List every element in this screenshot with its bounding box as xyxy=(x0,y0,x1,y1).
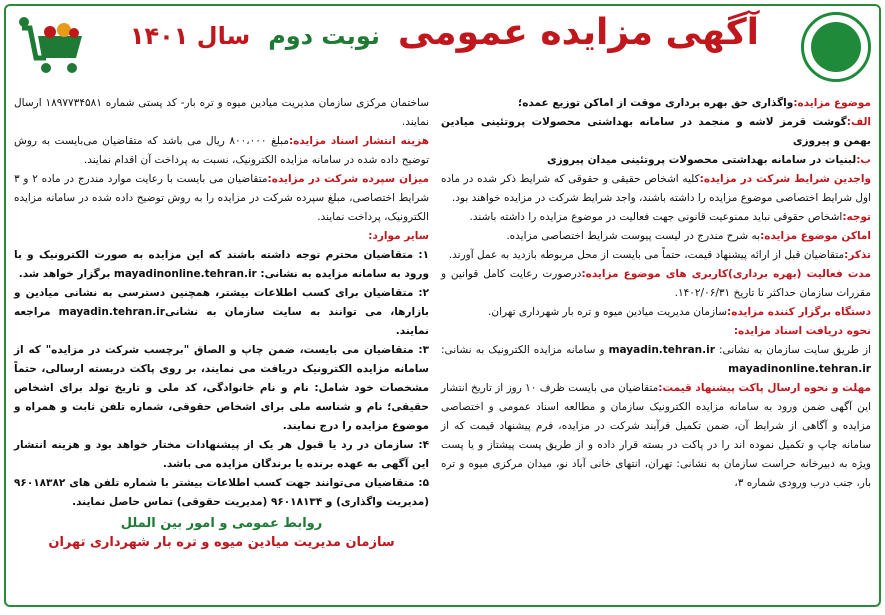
subject-label: موضوع مزایده: xyxy=(793,97,871,109)
receive-text2: و سامانه مزایده الکترونیک به نشانی: xyxy=(441,344,605,356)
subject-text: واگذاری حق بهره برداری موقت از اماکن توزیع عمده؛ xyxy=(518,97,794,109)
fruit-cart-icon xyxy=(16,14,88,78)
right-column xyxy=(441,94,871,599)
note-label: توجه: xyxy=(842,211,871,223)
places-label: اماکن موضوع مزایده: xyxy=(760,230,871,242)
advertisement-page xyxy=(4,4,881,607)
duration-text: درصورت رعایت کامل قوانین و مقررات سازمان حداکثر تا تاریخ ۱۴۰۲/۰۶/۳۱. xyxy=(441,268,871,299)
cost-label: هزینه انتشار اسناد مزایده: xyxy=(288,135,429,147)
deposit-label: میزان سپرده شرکت در مزایده: xyxy=(267,173,429,185)
footer-org: سازمان مدیریت میادین میوه و تره بار شهرداری تهران xyxy=(48,535,395,550)
site-link-2[interactable]: mayadinonline.tehran.ir xyxy=(728,363,871,375)
list-item: ۲: متقاضیان برای کسب اطلاعات بیشتر، همچنین دسترسی به نشانی میادین و بازارها، می توانند به سایت سازمان به نشانیmayadin.tehran.ir مراجعه نمایند. xyxy=(14,287,429,337)
other-label: سایر موارد: xyxy=(368,230,429,242)
places-text: به شرح مندرج در لیست پیوست شرایط اختصاصی مزایده. xyxy=(506,230,761,242)
receive-label: نحوه دریافت اسناد مزایده: xyxy=(733,325,871,337)
title-year: سال ۱۴۰۱ xyxy=(129,22,251,50)
continued-text: ساختمان مرکزی سازمان مدیریت میادین میوه و تره بار- کد پستی شماره ۱۸۹۷۷۳۴۵۸۱ ارسال نمایند. xyxy=(14,97,429,128)
title-main: آگهی مزایده عمومی xyxy=(397,12,759,53)
alef-label: الف: xyxy=(846,116,871,128)
org-text: سازمان مدیریت میادین میوه و تره بار شهرداری تهران. xyxy=(488,306,728,318)
deposit-text: متقاضیان می بایست با رعایت موارد مندرج در ماده ۲ و ۳ شرایط اختصاصی، مبلغ سپرده شرکت در مزایده را به روش توضیح داده شده در سامانه مزایده الکترونیک، پرداخت نمایند. xyxy=(14,173,429,223)
receive-text1: از طریق سایت سازمان به نشانی: xyxy=(718,344,871,356)
footer-pr: روابط عمومی و امور بین الملل xyxy=(120,516,323,531)
eligible-label: واجدین شرایط شرکت در مزایده: xyxy=(699,173,871,185)
list-item: ۴: سازمان در رد یا قبول هر یک از پیشنهادات مختار خواهد بود و هزینه انتشار این آگهی به عهده برنده یا برندگان مزایده می باشد. xyxy=(14,439,429,470)
left-column xyxy=(14,94,429,599)
be-text: لبنیات در سامانه بهداشتی محصولات پروتئینی میدان پیروزی xyxy=(546,154,857,166)
alef-text: گوشت قرمز لاشه و منجمد در سامانه بهداشتی محصولات پروتئینی میادین بهمن و پیروزی xyxy=(441,116,871,147)
tehran-municipality-logo-icon xyxy=(801,12,871,82)
duration-label: مدت فعالیت (بهره برداری)کاربری های موضوع مزایده: xyxy=(581,268,871,280)
deadline-label: مهلت و نحوه ارسال پاکت پیشنهاد قیمت: xyxy=(658,382,872,394)
remind-text: متقاضیان قبل از ارائه پیشنهاد قیمت، حتماً می بایست از محل مربوطه بازدید به عمل آورند. xyxy=(448,249,845,261)
org-label: دستگاه برگزار کننده مزایده: xyxy=(727,306,871,318)
list-item: ۵: متقاضیان می‌توانند جهت کسب اطلاعات بیشتر با شماره تلفن های ۹۶۰۱۸۳۸۲ (مدیریت واگذاری) و ۹۶۰۱۸۱۳۴ (مدیریت حقوقی) تماس حاصل نمایند. xyxy=(14,477,429,508)
eligible-text: کلیه اشخاص حقیقی و حقوقی که شرایط ذکر شده در ماده اول شرایط اختصاصی موضوع مزایده را داشته باشند، واجد شرایط شرکت در مزایده خواهند بود. xyxy=(441,173,871,204)
cost-text: مبلغ ۸۰۰،۰۰۰ ریال می باشد که متقاضیان می‌بایست به روش توضیح داده شده در سامانه مزایده الکترونیک، نسبت به پرداخت آن اقدام نمایند. xyxy=(14,135,429,166)
header xyxy=(6,6,879,84)
page-title xyxy=(130,12,759,53)
list-item: ۱: متقاضیان محترم توجه داشته باشند که این مزایده به صورت الکترونیک و با ورود به سامانه مزایده به نشانی: mayadinonline.tehran.ir برگزار خواهد شد. xyxy=(14,249,429,280)
note-text: اشخاص حقوقی نباید ممنوعیت قانونی جهت فعالیت در موضوع مزایده را داشته باشند. xyxy=(469,211,843,223)
remind-label: تذکر: xyxy=(844,249,871,261)
deadline-text: متقاضیان می بایست ظرف ۱۰ روز از تاریخ انتشار این آگهی ضمن ورود به سامانه مزایده الکترونیک سازمان و مطالعه اسناد عمومی و اختصاصی مزایده و آگاهی از شرایط آن، ضمن تکمیل فرآیند شرکت در مزایده، فرم پیشنهاد قیمت که از سامانه چاپ و تکمیل نموده اند را در پاکت در بسته قرار داده و از طریق پست پیشتاز و یا پست ویژه به دبیرخانه حراست سازمان به نشانی: تهران، انتهای خانی آباد نو، میدان مرکزی میوه و تره بار، جنب درب ورودی شماره ۳، xyxy=(441,382,871,489)
list-item: ۳: متقاضیان می بایست، ضمن چاپ و الصاق "برچسب شرکت در مزایده" که از سامانه مزایده الکترونیک دریافت می نمایند، بر روی پاکت دربسته ارسالی، حتماً مشخصات خود شامل: نام و نام خانوادگی، کد ملی و تاریخ تولد برای اشخاص حقیقی؛ نام و شناسه ملی برای اشخاص حقوقی، شماره تلفن ثابت و همراه و موضوع مزایده را درج نمایند. xyxy=(14,344,429,432)
site-link-1[interactable]: mayadin.tehran.ir xyxy=(608,344,715,356)
title-round: نوبت دوم xyxy=(268,22,380,50)
be-label: ب: xyxy=(856,154,871,166)
content-columns xyxy=(14,94,871,599)
